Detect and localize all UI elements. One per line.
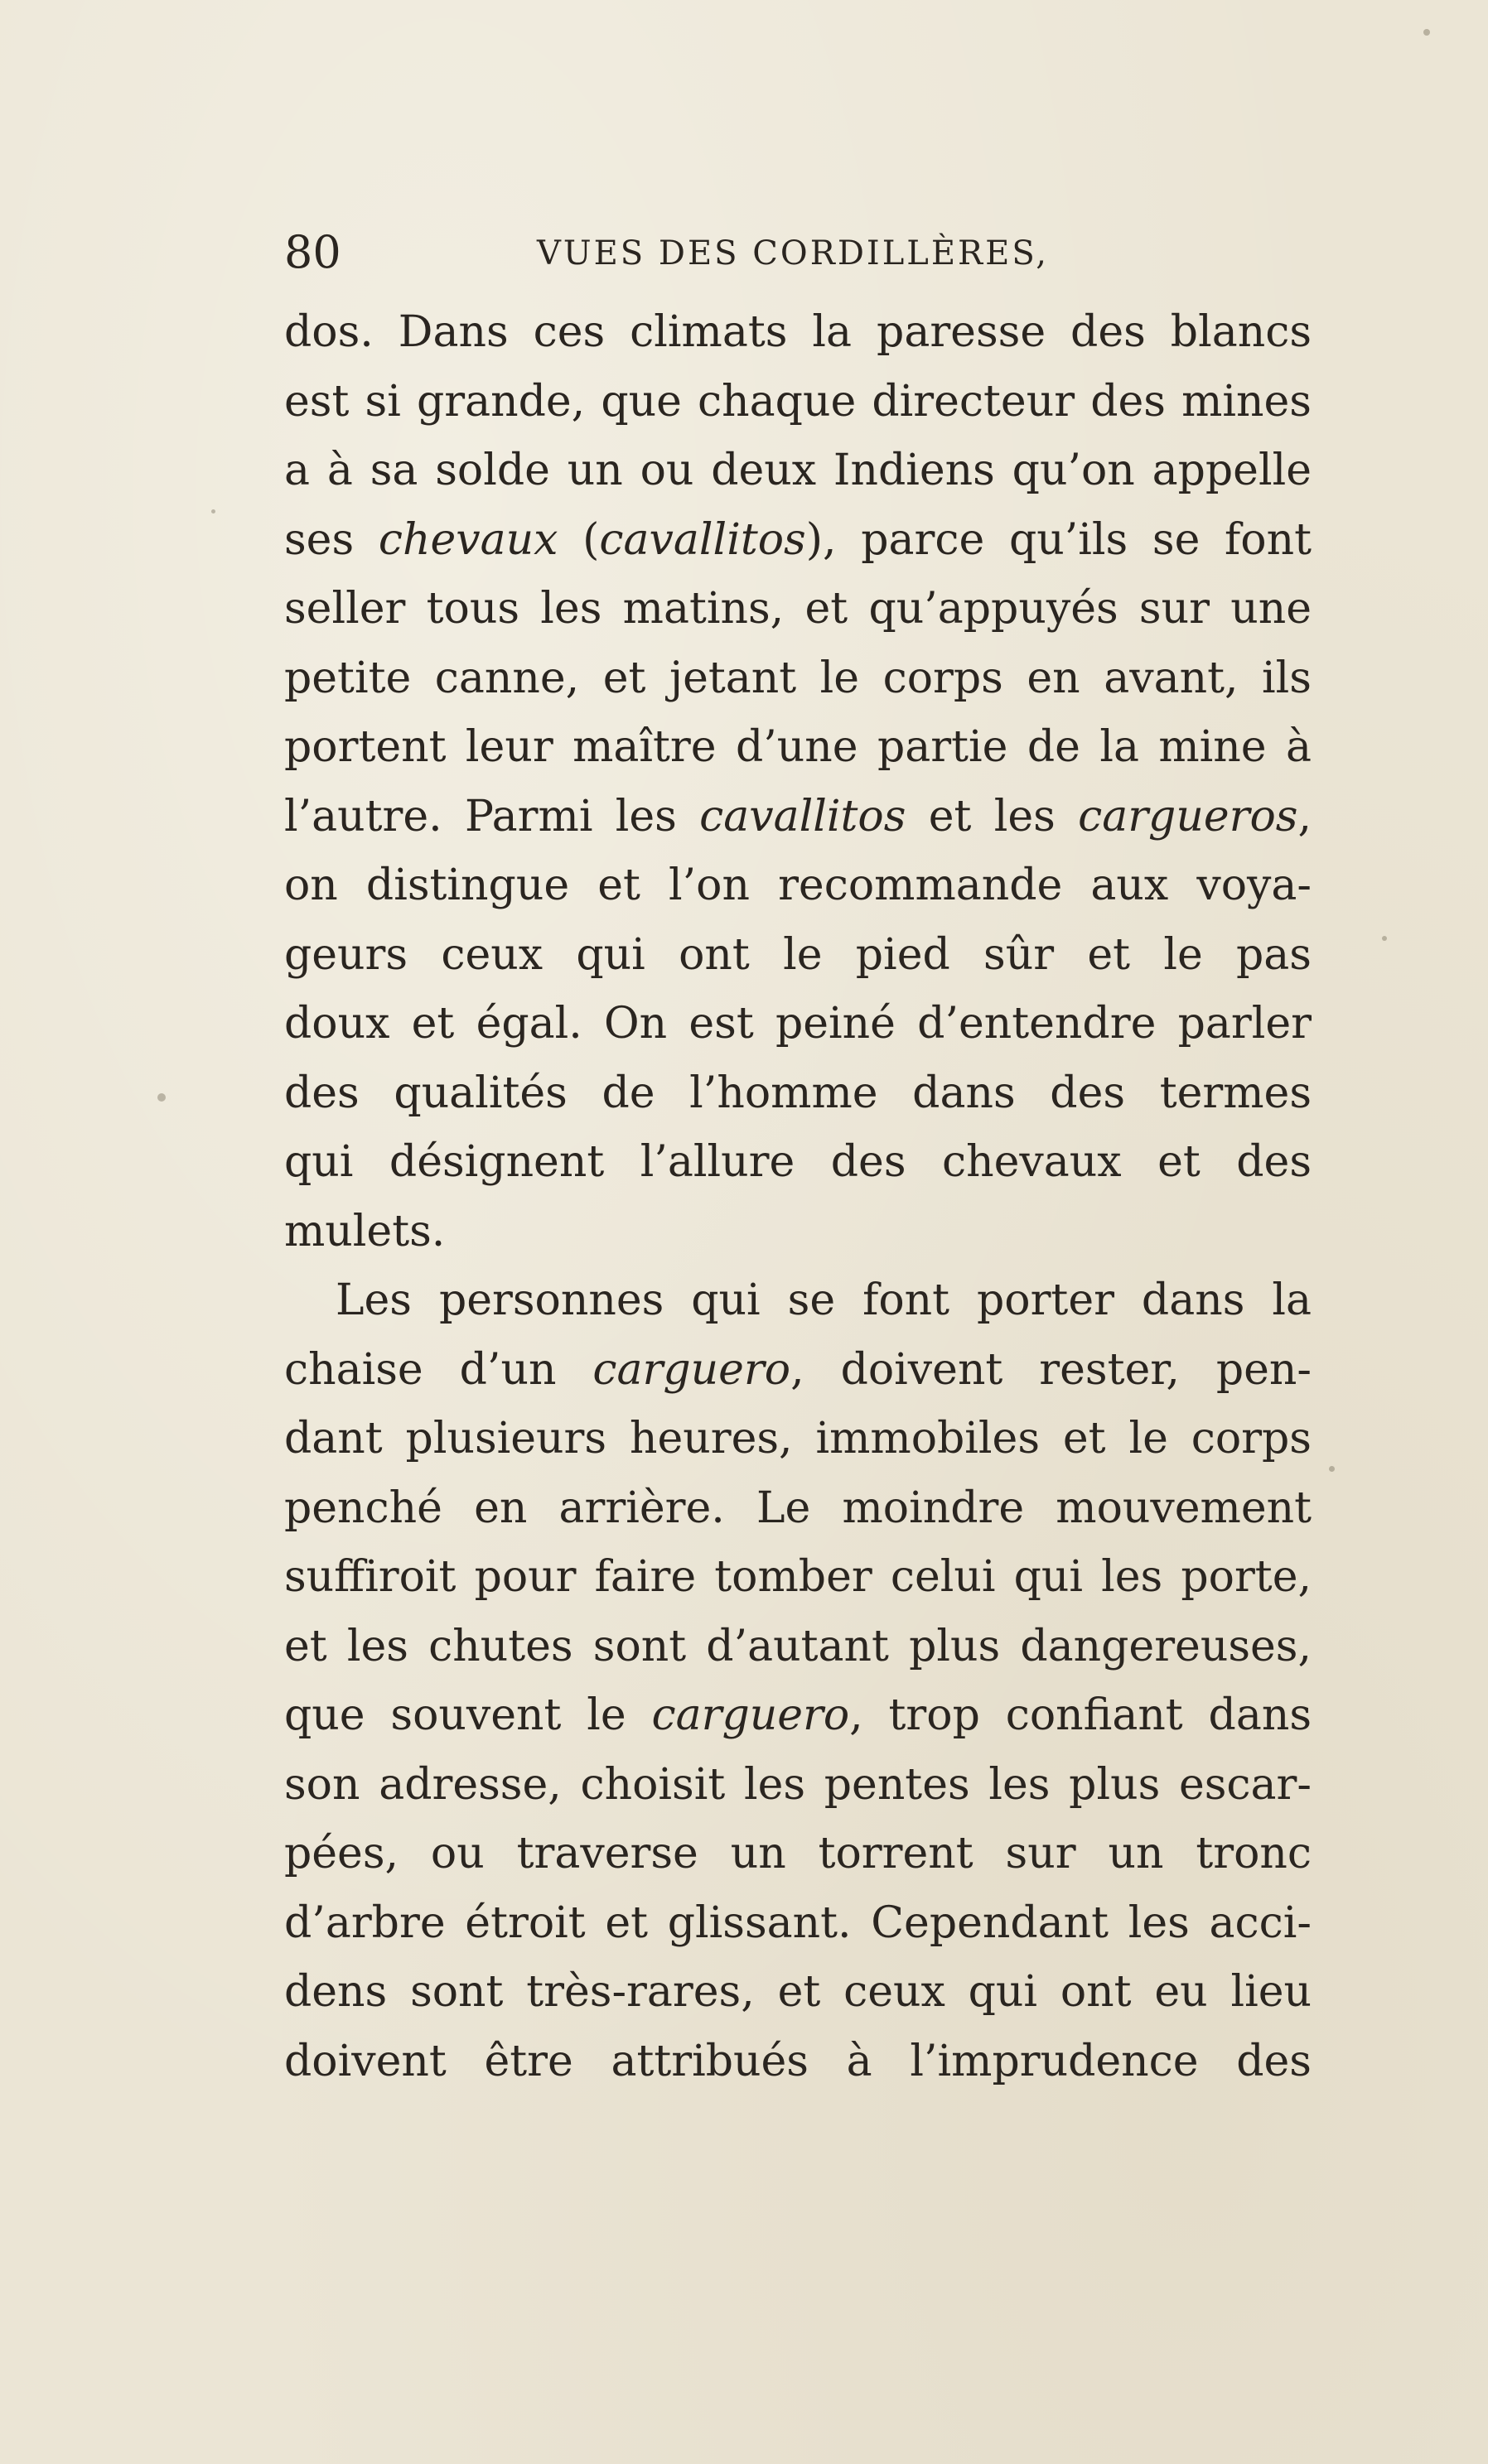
text-line: et les chutes sont d’autant plus dangereuses, [284,1621,1312,1671]
paper-speck [211,509,215,514]
text-line: des qualités de l’homme dans des termes [284,1068,1312,1118]
text-line: penché en arrière. Le moindre mouvement [284,1483,1312,1533]
italic-term: cavallitos [599,514,806,565]
text-line: doux et égal. On est peiné d’entendre parler [284,999,1312,1049]
text-line: qui désignent l’allure des chevaux et des [284,1137,1312,1187]
running-title: VUES DES CORDILLÈRES, [537,234,1050,272]
text-line [284,506,1312,576]
italic-term: chevaux [378,514,558,565]
text-line: dos. Dans ces climats la paresse des blancs [284,307,1312,357]
text-line: doivent être attribués à l’imprudence des [284,2036,1312,2086]
text-line: suffiroit pour faire tomber celui qui les porte, [284,1552,1312,1602]
paper-speck [1329,1466,1335,1472]
text-fragment: ), parce qu’ils se font [805,514,1312,565]
text-line [284,1336,1312,1406]
text-fragment: ( [558,514,600,565]
text-fragment: que souvent le [284,1690,652,1740]
text-line: d’arbre étroit et glissant. Cependant les acci- [284,1897,1312,1948]
text-line: portent leur maître d’une partie de la mine à [284,722,1312,772]
text-line: mulets. [284,1206,446,1256]
text-line: petite canne, et jetant le corps en avant, ils [284,653,1312,703]
text-fragment: et les [906,791,1079,841]
text-line: pées, ou traverse un torrent sur un tronc [284,1829,1312,1878]
text-line [284,1681,1312,1751]
page-number: 80 [284,226,341,278]
text-fragment: , [1297,791,1312,841]
text-fragment: ses [284,514,379,565]
italic-term: cargueros [1078,791,1298,841]
text-line: seller tous les matins, et qu’appuyés sur une [284,584,1312,634]
text-line: Les personnes qui se font porter dans la [336,1275,1312,1325]
text-line: a à sa solde un ou deux Indiens qu’on appelle [284,446,1312,495]
italic-term: cavallitos [699,791,906,841]
text-line: est si grande, que chaque directeur des mines [284,376,1312,427]
text-line: son adresse, choisit les pentes les plus escar- [284,1759,1312,1810]
italic-term: carguero [592,1344,791,1395]
paragraph-2 [284,1266,1312,2096]
text-line: dant plusieurs heures, immobiles et le corps [284,1414,1312,1463]
text-fragment: , doivent rester, pen- [790,1344,1312,1395]
text-fragment: , trop confiant dans [849,1690,1312,1740]
text-fragment: chaise d’un [284,1344,593,1395]
page-header [284,224,1312,282]
paper-speck [157,1093,166,1102]
text-line: dens sont très-rares, et ceux qui ont eu lieu [284,1967,1312,2017]
paper-speck [1423,29,1430,36]
text-line [284,783,1312,852]
text-line: geurs ceux qui ont le pied sûr et le pas [284,929,1312,980]
text-fragment: l’autre. Parmi les [284,791,700,841]
body-text [284,298,1312,2096]
paragraph-1 [284,298,1312,1266]
text-line: on distingue et l’on recommande aux voya- [284,861,1312,910]
italic-term: carguero [651,1690,850,1740]
paper-speck [1382,936,1387,941]
